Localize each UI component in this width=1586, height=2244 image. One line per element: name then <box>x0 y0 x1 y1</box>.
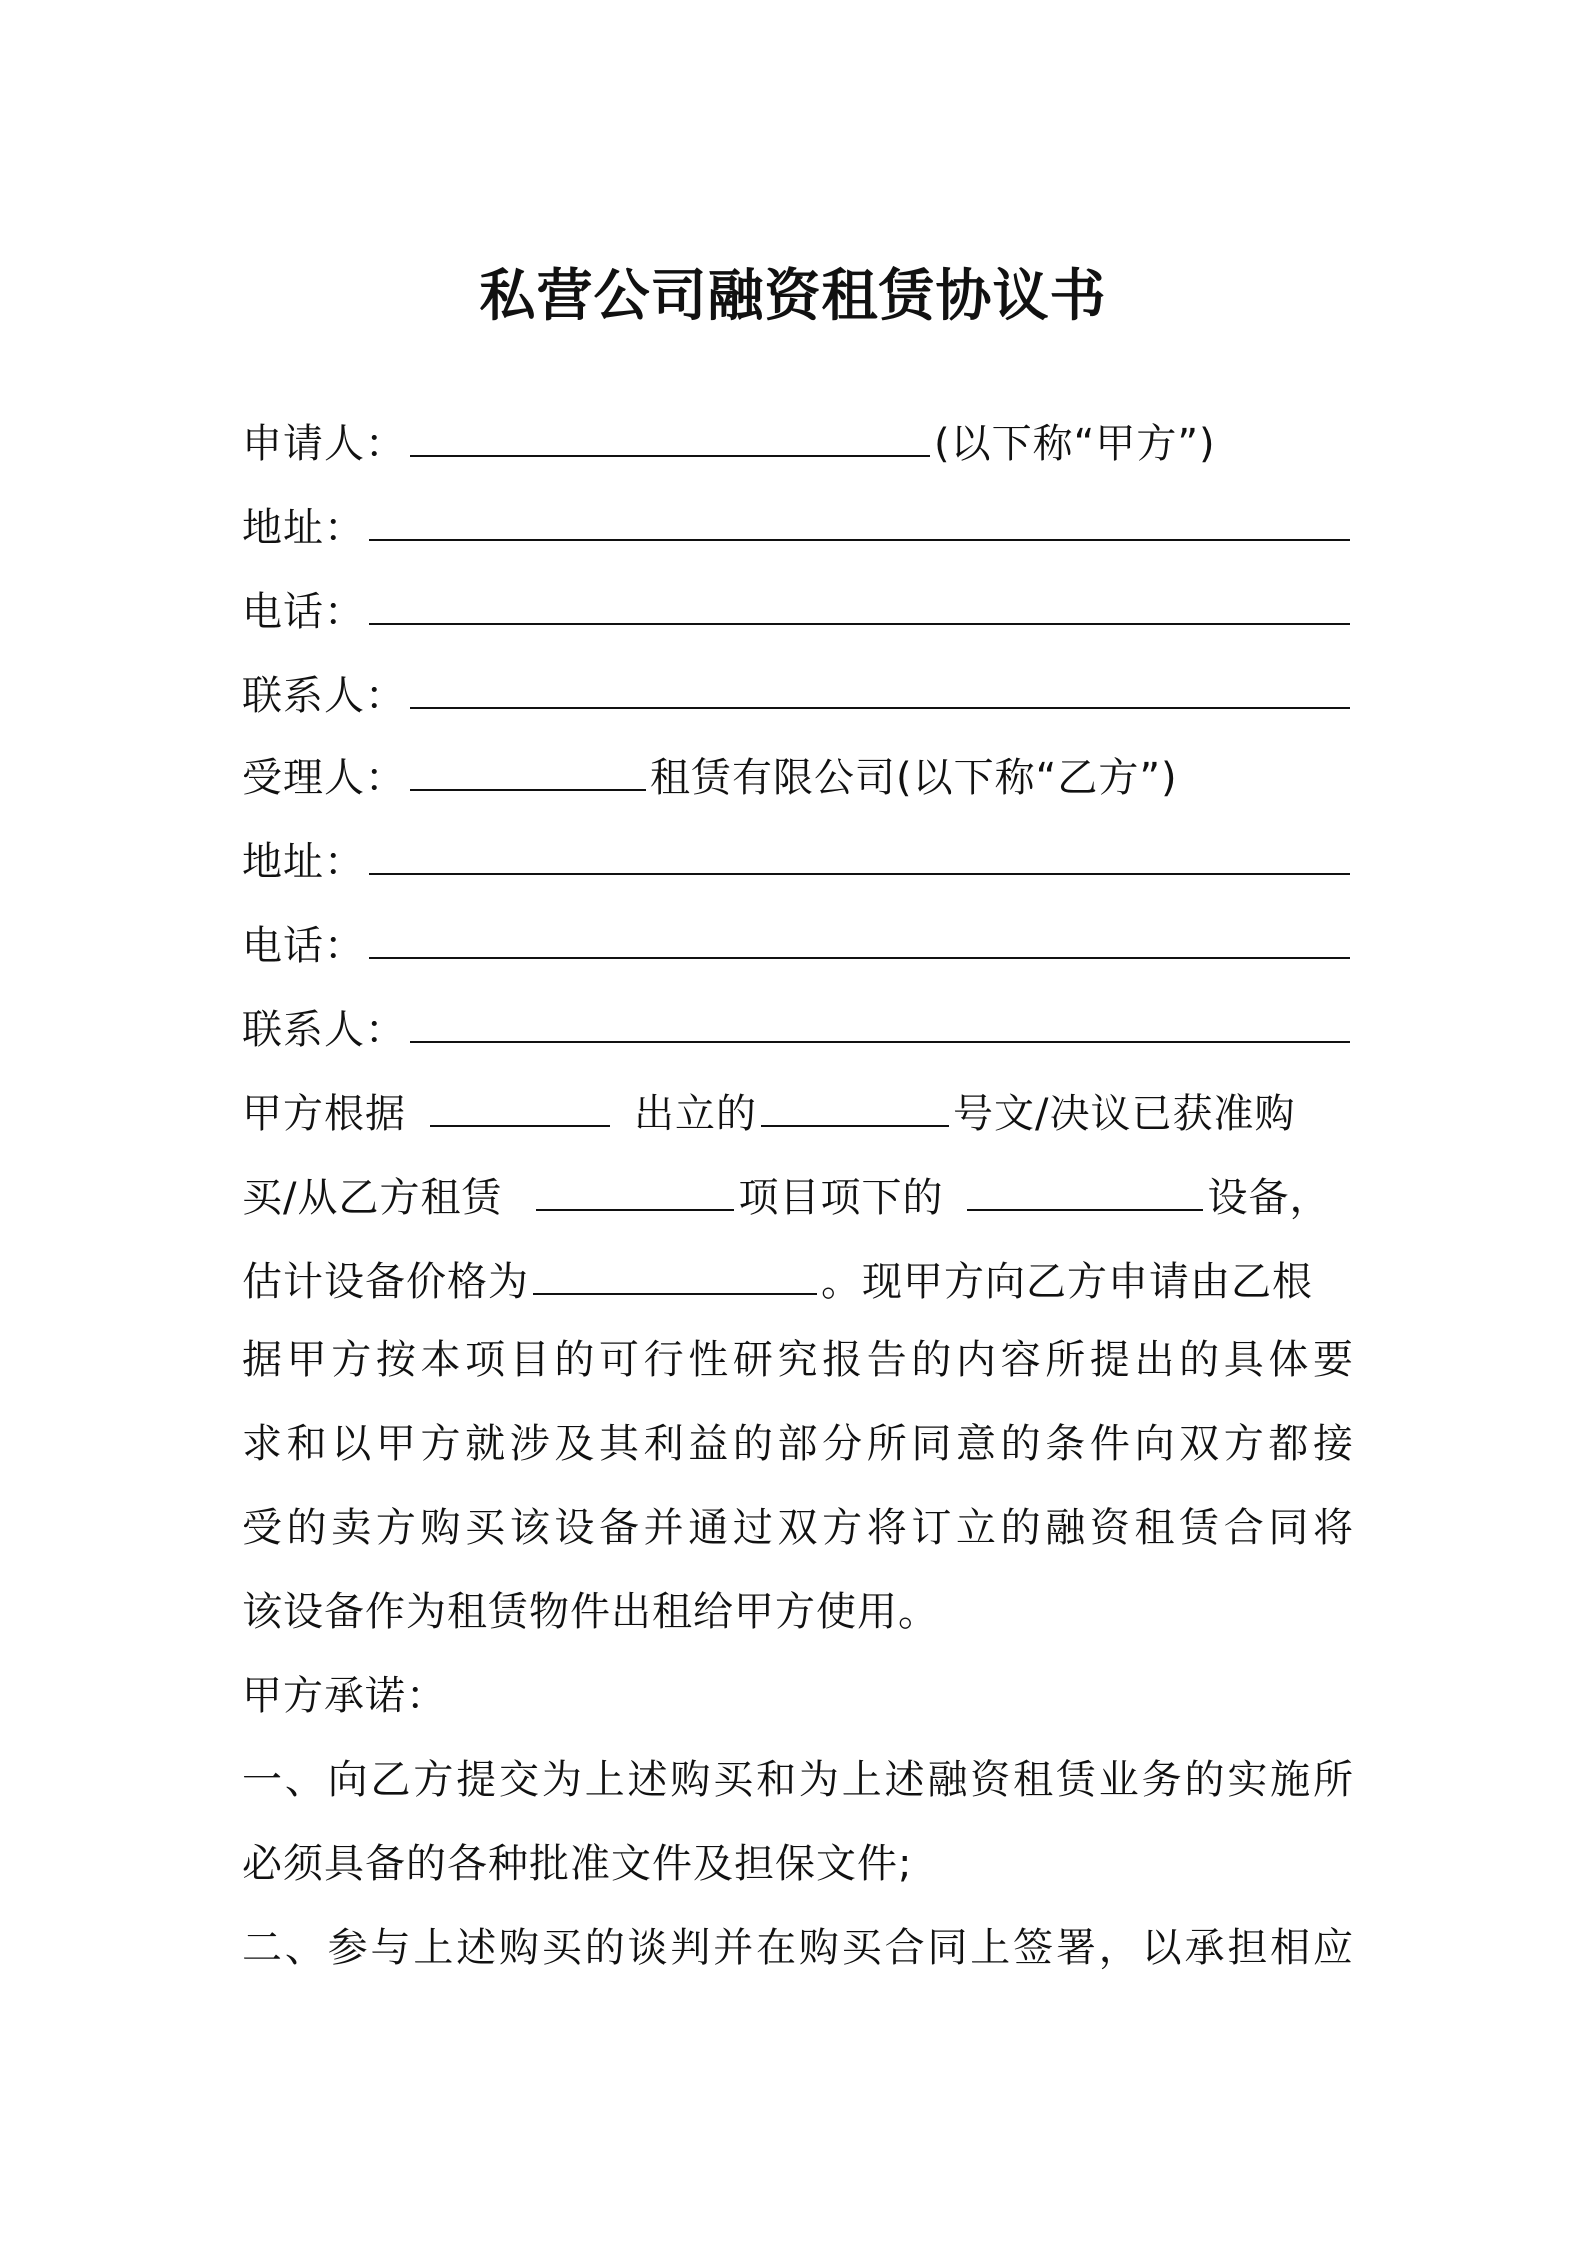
applicant-blank[interactable] <box>410 421 930 457</box>
party-a-contact-line <box>242 666 1354 726</box>
body-line-2-c: 设备， <box>1207 1175 1331 1221</box>
equipment-price-blank[interactable] <box>533 1259 817 1295</box>
party-b-phone-line <box>242 916 1354 976</box>
project-name-blank[interactable] <box>536 1175 734 1211</box>
commitments-heading: 甲方承诺： <box>242 1673 447 1719</box>
party-b-phone-label: 电话： <box>242 923 365 969</box>
acceptor-label: 受理人： <box>242 755 406 801</box>
acceptor-blank[interactable] <box>410 755 646 791</box>
document-number-blank[interactable] <box>761 1091 949 1127</box>
party-b-contact-label: 联系人： <box>242 1007 406 1053</box>
body-line-1-c: 号文/决议已获准购 <box>953 1091 1296 1137</box>
acceptor-suffix: 租赁有限公司(以下称“乙方”) <box>650 755 1178 801</box>
party-b-contact-line <box>242 1000 1354 1060</box>
party-a-phone-line <box>242 582 1354 642</box>
acceptor-line <box>242 748 1354 808</box>
commitment-2-line-1: 二、参与上述购买的谈判并在购买合同上签署，以承担相应 <box>242 1925 1354 1971</box>
body-line-5: 求和以甲方就涉及其利益的部分所同意的条件向双方都接 <box>242 1421 1354 1467</box>
party-b-address-line <box>242 832 1354 892</box>
party-a-address-label: 地址： <box>242 505 365 551</box>
document-title: 私营公司融资租赁协议书 <box>479 264 1107 329</box>
equipment-name-blank[interactable] <box>967 1175 1203 1211</box>
body-line-1 <box>242 1084 1354 1144</box>
party-b-phone-blank[interactable] <box>369 923 1350 959</box>
party-a-phone-label: 电话： <box>242 589 365 635</box>
body-line-3 <box>242 1252 1354 1312</box>
party-a-address-line <box>242 498 1354 558</box>
party-a-contact-label: 联系人： <box>242 673 406 719</box>
applicant-label: 申请人： <box>242 421 406 467</box>
party-a-phone-blank[interactable] <box>369 589 1350 625</box>
body-line-4: 据甲方按本项目的可行性研究报告的内容所提出的具体要 <box>242 1337 1354 1383</box>
body-line-1-b: 出立的 <box>634 1091 757 1137</box>
body-line-2-b: 项目项下的 <box>738 1175 944 1221</box>
body-line-2-a: 买/从乙方租赁 <box>242 1175 503 1221</box>
party-b-address-blank[interactable] <box>369 839 1350 875</box>
body-line-1-a: 甲方根据 <box>242 1091 406 1137</box>
party-a-address-blank[interactable] <box>369 505 1350 541</box>
approval-authority-blank[interactable] <box>430 1091 610 1127</box>
party-b-address-label: 地址： <box>242 839 365 885</box>
applicant-suffix: (以下称“甲方”) <box>934 421 1216 467</box>
applicant-line <box>242 414 1354 474</box>
body-line-3-a: 估计设备价格为 <box>242 1259 529 1305</box>
body-line-7: 该设备作为租赁物件出租给甲方使用。 <box>242 1589 939 1635</box>
party-a-contact-blank[interactable] <box>410 673 1350 709</box>
party-b-contact-blank[interactable] <box>410 1007 1350 1043</box>
commitment-1-line-1: 一、向乙方提交为上述购买和为上述融资租赁业务的实施所 <box>242 1757 1354 1803</box>
body-line-2 <box>242 1168 1354 1228</box>
body-line-6: 受的卖方购买该设备并通过双方将订立的融资租赁合同将 <box>242 1505 1354 1551</box>
body-line-3-b: 。现甲方向乙方申请由乙根 <box>821 1259 1313 1305</box>
commitment-1-line-2: 必须具备的各种批准文件及担保文件; <box>242 1841 913 1887</box>
